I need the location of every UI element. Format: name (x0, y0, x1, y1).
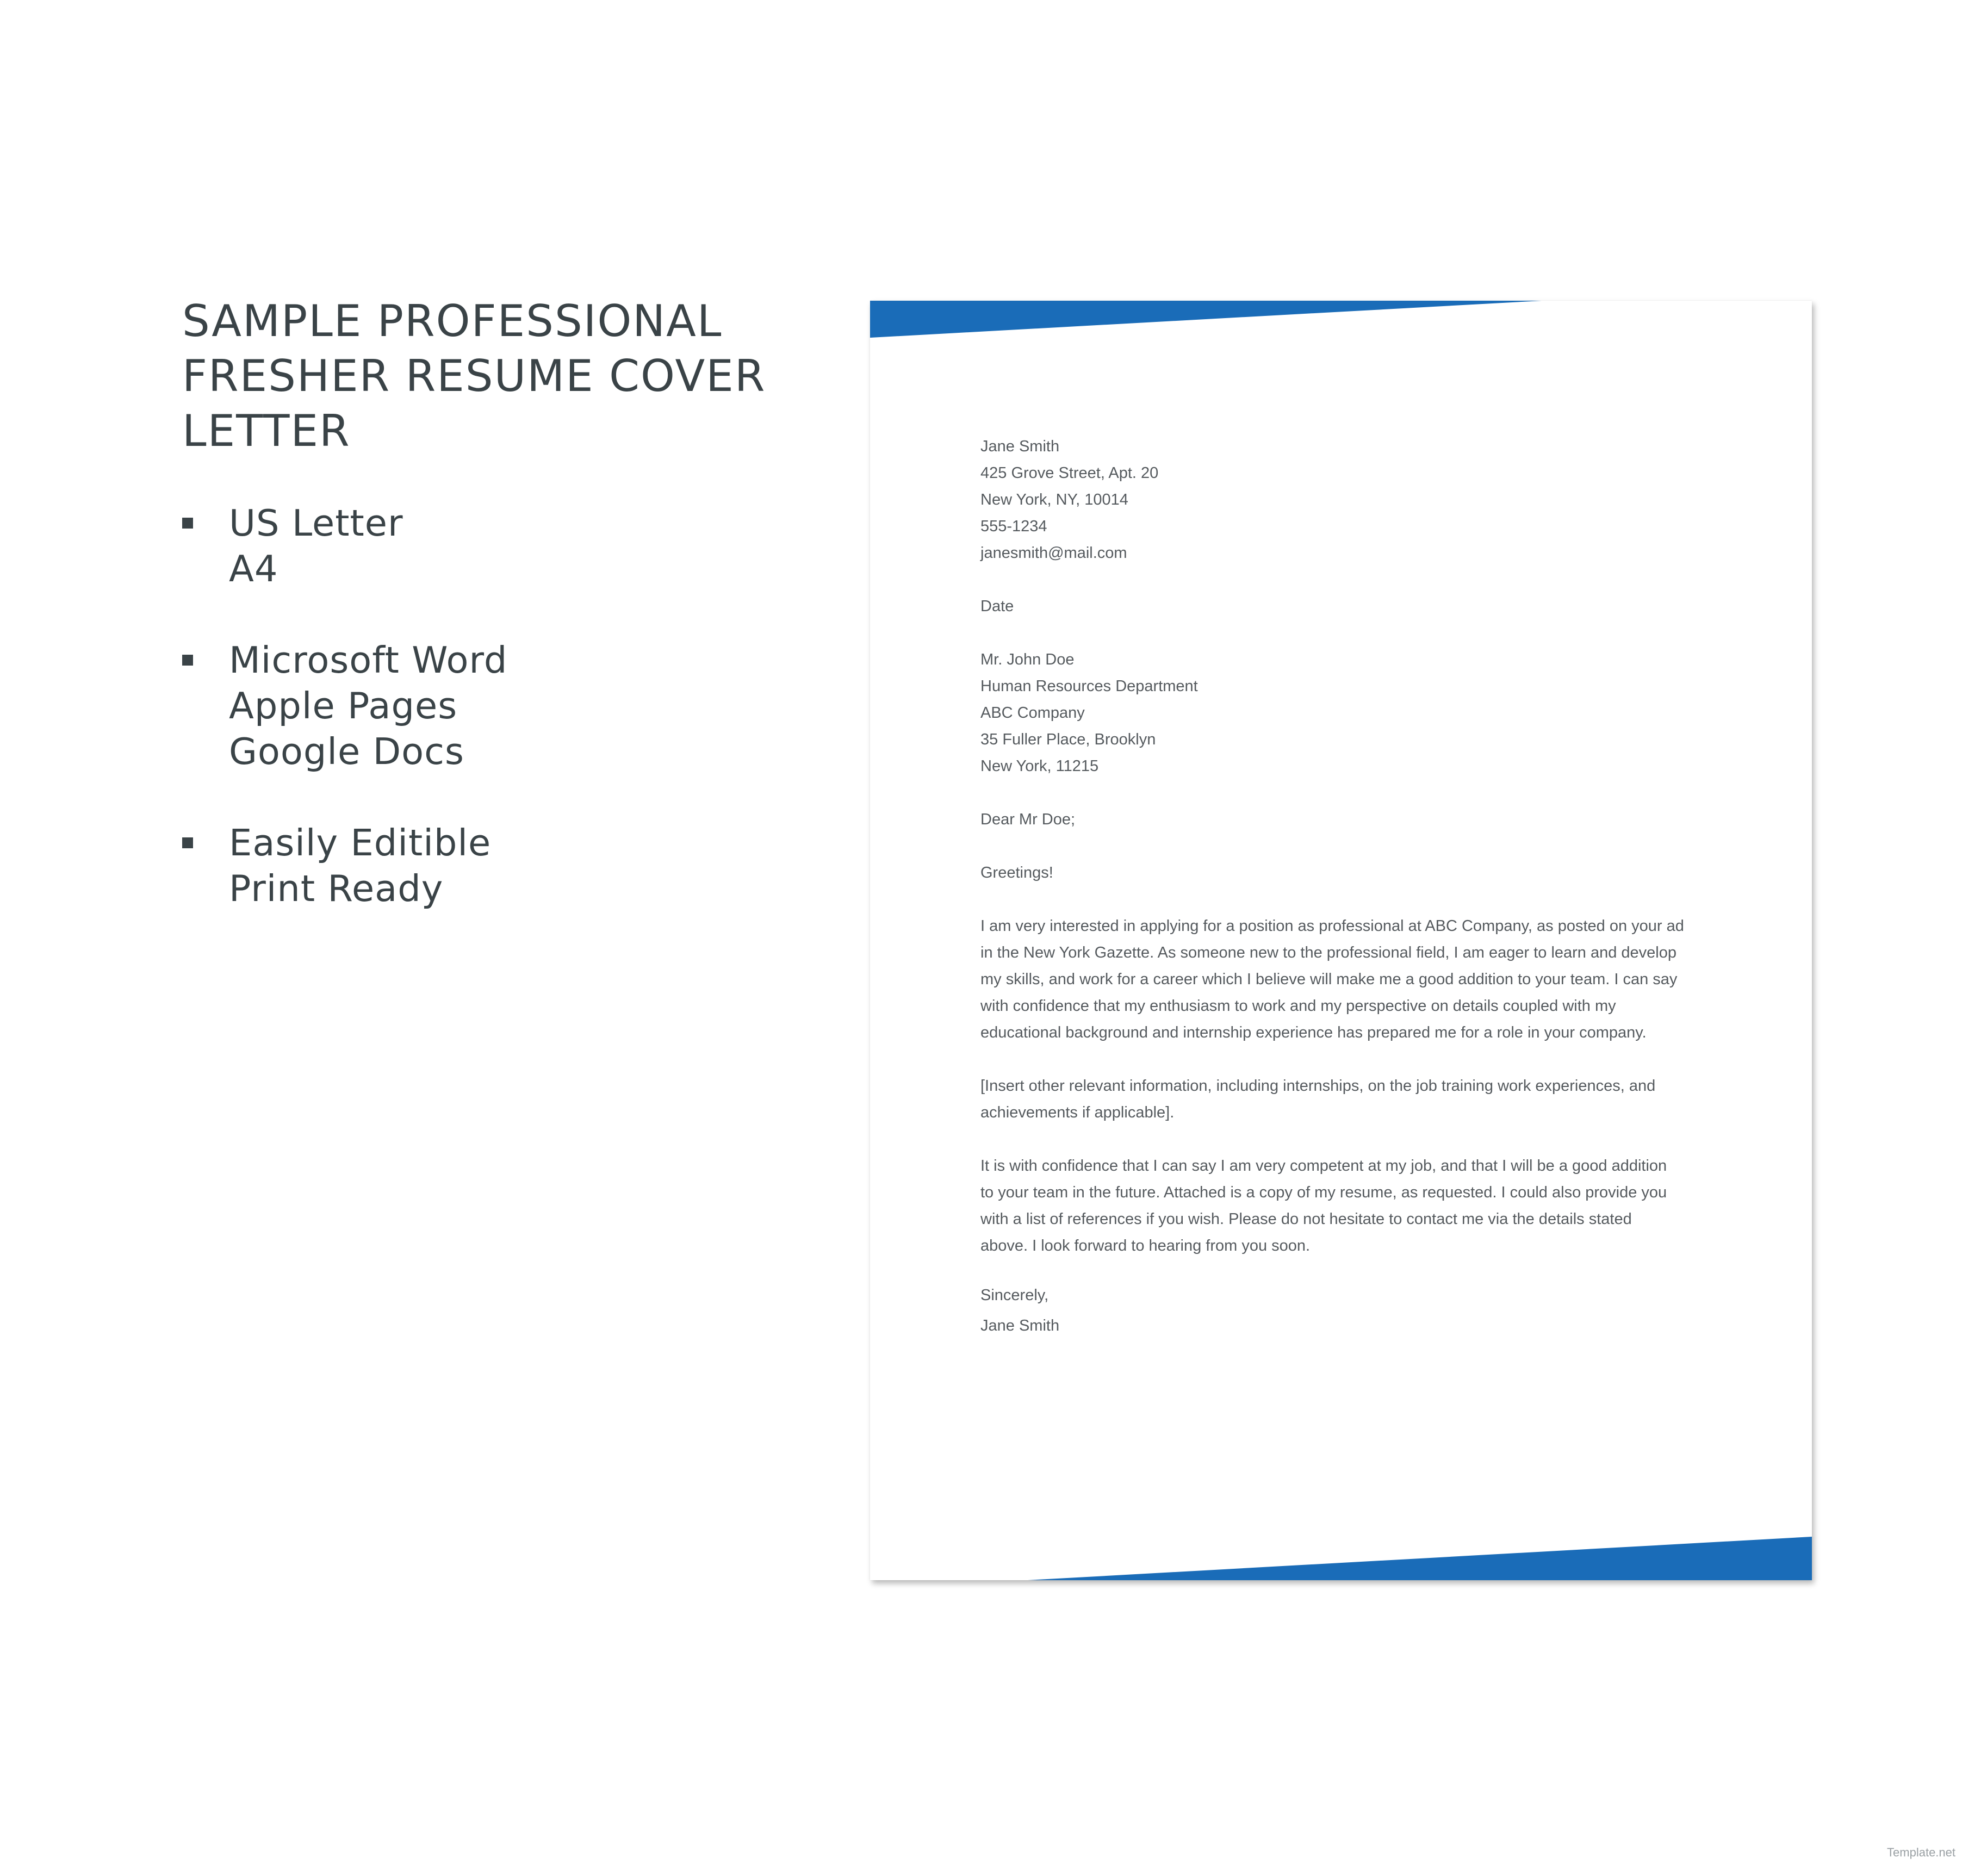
paragraph-line: my skills, and work for a career which I believe will make me a good addition to your team. I can say (980, 971, 1678, 988)
feature-item: Apple Pages (229, 685, 458, 727)
feature-item: Google Docs (229, 730, 464, 773)
letter-date: Date (980, 598, 1014, 615)
feature-item: US Letter (229, 502, 403, 544)
recipient-department: Human Resources Department (980, 678, 1198, 695)
template-title-line: SAMPLE PROFESSIONAL (182, 296, 723, 346)
paragraph-line: above. I look forward to hearing from you soon. (980, 1237, 1311, 1254)
template-title-line: FRESHER RESUME COVER (182, 351, 766, 401)
paragraph-line: in the New York Gazette. As someone new to the professional field, I am eager to learn and develop (980, 944, 1677, 961)
body-paragraph (980, 1073, 1704, 1126)
template-title (182, 294, 835, 458)
feature-group-properties (182, 820, 507, 911)
sender-phone: 555-1234 (980, 518, 1047, 535)
watermark: Template.net (1887, 1846, 1955, 1859)
sender-city: New York, NY, 10014 (980, 491, 1128, 508)
body-paragraph (980, 913, 1704, 1046)
paragraph-line: to your team in the future. Attached is a copy of my resume, as requested. I could also provide you (980, 1184, 1667, 1201)
feature-item: Microsoft Word (229, 639, 508, 681)
letter-body (980, 433, 1704, 1339)
feature-item: Easily Editible (229, 822, 492, 864)
feature-list (182, 500, 507, 957)
bullet-square-icon (182, 837, 193, 848)
paragraph-line: [Insert other relevant information, including internships, on the job training work experiences, and (980, 1077, 1656, 1095)
recipient-city: New York, 11215 (980, 757, 1099, 775)
paragraph-line: with a list of references if you wish. Please do not hesitate to contact me via the details stated (980, 1210, 1632, 1228)
template-title-line: LETTER (182, 406, 351, 456)
recipient-block (980, 647, 1704, 780)
recipient-company: ABC Company (980, 704, 1085, 722)
paragraph-line: I am very interested in applying for a position as professional at ABC Company, as posted on your ad (980, 917, 1684, 935)
paragraph-line: educational background and internship experience has prepared me for a role in your company. (980, 1024, 1647, 1041)
letter-greeting: Greetings! (980, 864, 1053, 881)
bottom-accent-stripe (870, 1537, 1812, 1580)
recipient-address: 35 Fuller Place, Brooklyn (980, 731, 1156, 748)
paragraph-line: with confidence that my enthusiasm to work and my perspective on details coupled with my (980, 997, 1616, 1015)
sender-email: janesmith@mail.com (980, 544, 1127, 562)
paragraph-line: It is with confidence that I can say I am very competent at my job, and that I will be a good addition (980, 1157, 1667, 1175)
recipient-name: Mr. John Doe (980, 651, 1075, 668)
feature-item: Print Ready (229, 867, 444, 910)
sender-name: Jane Smith (980, 438, 1060, 455)
body-paragraph (980, 1153, 1704, 1259)
letter-document-preview (870, 301, 1812, 1580)
sender-block (980, 433, 1704, 567)
letter-signature: Jane Smith (980, 1317, 1060, 1334)
letter-closing: Sincerely, (980, 1287, 1049, 1304)
feature-item: A4 (229, 548, 278, 590)
bullet-square-icon (182, 655, 193, 666)
bullet-square-icon (182, 518, 193, 529)
feature-group-formats (182, 637, 507, 774)
top-accent-stripe (870, 301, 1812, 344)
paragraph-line: achievements if applicable]. (980, 1104, 1175, 1121)
feature-group-paper-size (182, 500, 507, 592)
letter-salutation: Dear Mr Doe; (980, 811, 1076, 828)
template-info-panel (182, 294, 835, 910)
sender-address: 425 Grove Street, Apt. 20 (980, 464, 1159, 482)
